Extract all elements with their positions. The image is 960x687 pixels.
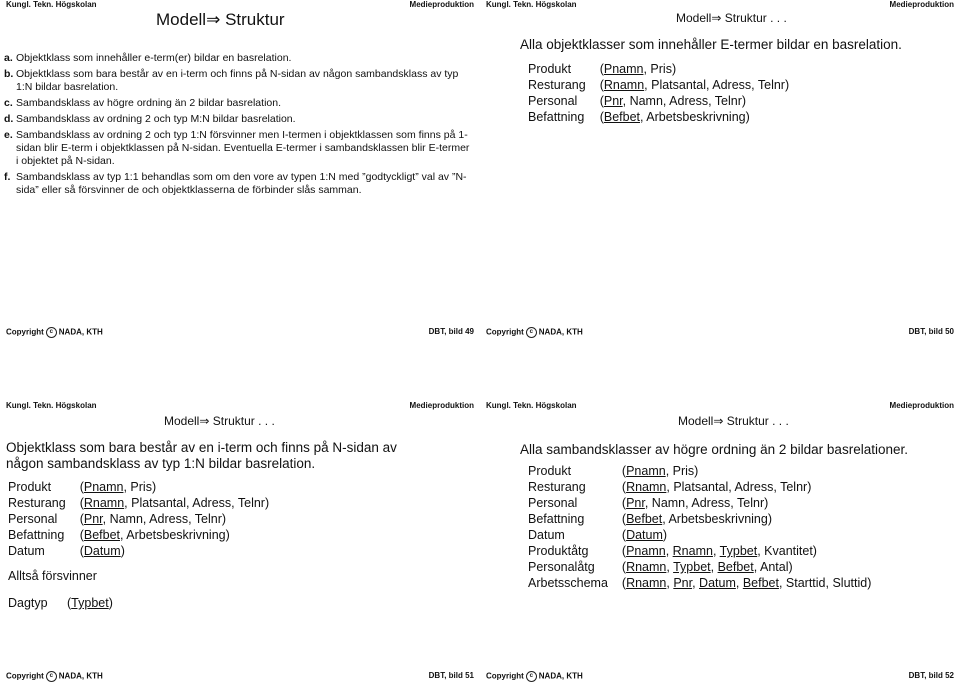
rule-list: [4, 52, 474, 200]
slide-number: DBT, bild 50: [908, 327, 954, 336]
relation-attributes: [622, 480, 871, 496]
relation-name: Personal: [8, 512, 58, 526]
list-item: [4, 52, 474, 65]
attribute-text: , Platsantal, Adress, Telnr): [666, 480, 812, 494]
title-left: Modell: [164, 414, 200, 428]
slide-49: [0, 0, 480, 343]
list-item: [4, 129, 474, 168]
relation-name: Resturang: [8, 496, 66, 510]
primary-key: Datum: [699, 576, 736, 590]
item-text: Objektklass som innehåller e-term(er) bildar en basrelation.: [16, 52, 292, 64]
attribute-text: (: [621, 512, 627, 526]
attribute-text: ,: [735, 576, 743, 590]
title-right: Struktur . . .: [724, 11, 787, 25]
relation-row: [528, 94, 789, 110]
primary-key: Befbet: [742, 576, 779, 590]
slide-footer: [6, 327, 474, 339]
copyright-icon: c: [526, 327, 537, 338]
primary-key: Datum: [83, 544, 121, 558]
header-institution: Kungl. Tekn. Högskolan: [6, 401, 97, 410]
primary-key: Datum: [626, 528, 663, 542]
list-item: [4, 97, 474, 110]
relation-row: [528, 464, 871, 480]
slide-title: [164, 414, 275, 428]
primary-key: Typbet: [71, 596, 109, 610]
relation-row: [8, 496, 269, 512]
relation-name: Personal: [528, 496, 578, 510]
relation-name: Produkt: [8, 480, 52, 494]
attribute-text: (: [621, 464, 627, 478]
attribute-text: ,: [666, 560, 674, 574]
relation-row: [528, 496, 871, 512]
relation-row: [528, 480, 871, 496]
footer-copyright: [486, 327, 583, 338]
list-item: [4, 171, 474, 197]
primary-key: Befbet: [626, 512, 663, 526]
slide-number: DBT, bild 52: [908, 671, 954, 680]
item-text: Objektklass som bara består av en i-term och finns på N-sidan av någon sambandsklass av typ 1:N bildar basrelation.: [16, 68, 459, 93]
slide-number: DBT, bild 51: [428, 671, 474, 680]
attribute-text: ): [662, 528, 668, 542]
item-text: Sambandsklass av högre ordning än 2 bildar basrelation.: [16, 97, 281, 109]
header-institution: Kungl. Tekn. Högskolan: [6, 0, 97, 9]
item-letter: c.: [4, 97, 13, 109]
copyright-icon: c: [526, 671, 537, 682]
relation-name: Datum: [528, 528, 565, 542]
attribute-text: (: [621, 528, 627, 542]
header-course: Medieproduktion: [409, 401, 474, 410]
relation-name: Datum: [8, 544, 45, 558]
primary-key: Pnr: [83, 512, 103, 526]
relation-row: [8, 480, 269, 496]
relation-attributes: (Rnamn, Platsantal, Adress, Telnr): [599, 78, 790, 92]
slide-footer: [486, 327, 954, 339]
primary-key: Typbet: [719, 544, 758, 558]
attribute-text: ,: [712, 544, 720, 558]
primary-key: Rnamn: [626, 560, 667, 574]
primary-key: Pnr: [673, 576, 693, 590]
primary-key: Pnamn: [626, 544, 666, 558]
relation-table: [8, 480, 269, 560]
relation-attributes: (Befbet, Arbetsbeskrivning): [79, 528, 230, 542]
attribute-text: ,: [710, 560, 718, 574]
primary-key: Rnamn: [83, 496, 125, 510]
header-course: Medieproduktion: [409, 0, 474, 9]
relation-row: [528, 528, 871, 544]
item-text: Sambandsklass av ordning 2 och typ M:N bildar basrelation.: [16, 113, 296, 125]
relation-attributes: (Pnr, Namn, Adress, Telnr): [599, 94, 747, 108]
primary-key: Pnamn: [603, 62, 644, 76]
primary-key: Pnamn: [626, 464, 666, 478]
list-item: [4, 113, 474, 126]
copyright-holder: NADA, KTH: [538, 671, 583, 681]
implies-arrow-icon: ⇒: [199, 414, 210, 428]
header-course: Medieproduktion: [889, 0, 954, 9]
attribute-text: (: [621, 560, 627, 574]
relation-attributes: (Pnamn, Pris): [79, 480, 157, 494]
attribute-text: ,: [665, 544, 673, 558]
relation-attributes: [622, 528, 871, 544]
copyright-word: Copyright: [486, 671, 524, 681]
relation-row: [8, 544, 269, 560]
primary-key: Befbet: [603, 110, 640, 124]
copyright-icon: c: [46, 671, 57, 682]
relation-attributes: [622, 496, 871, 512]
slide-title: [676, 11, 787, 25]
relation-attributes: (Pnr, Namn, Adress, Telnr): [79, 512, 227, 526]
relation-name: Befattning: [8, 528, 65, 542]
slide-heading: Alla sambandsklasser av högre ordning än 2 bildar basrelationer.: [520, 442, 908, 457]
relation-row: [528, 62, 789, 78]
slide-header: [486, 401, 954, 413]
title-left: Modell: [676, 11, 712, 25]
slide-number: DBT, bild 49: [428, 327, 474, 336]
relation-attributes: (Pnamn, Pris): [599, 62, 677, 76]
relation-row: [528, 544, 871, 560]
title-left: Modell: [156, 10, 207, 29]
header-course: Medieproduktion: [889, 401, 954, 410]
item-letter: d.: [4, 113, 14, 125]
attribute-text: ,: [692, 576, 700, 590]
relation-name: Resturang: [528, 480, 586, 494]
relation-row: [528, 576, 871, 592]
relation-name: Befattning: [528, 110, 585, 124]
primary-key: Pnr: [603, 94, 623, 108]
footer-copyright: [6, 671, 103, 682]
relation-attributes: [622, 464, 871, 480]
copyright-holder: NADA, KTH: [58, 327, 103, 337]
footer-copyright: [486, 671, 583, 682]
relation-row: [8, 512, 269, 528]
relation-attributes: [622, 512, 871, 528]
attribute-text: , Antal): [753, 560, 793, 574]
attribute-text: , Kvantitet): [757, 544, 817, 558]
title-right: Struktur . . .: [212, 414, 275, 428]
item-letter: e.: [4, 129, 13, 141]
item-text: Sambandsklass av ordning 2 och typ 1:N försvinner men I-termen i objektklassen som finns på 1-sidan blir E-term i objektklassen på N-sidan. Eventuella E-termer i sambandsklassen blir E-termer i objektet på N-sidan.: [16, 129, 470, 167]
relation-name: Resturang: [528, 78, 586, 92]
primary-key: Rnamn: [672, 544, 713, 558]
primary-key: Pnr: [626, 496, 645, 510]
relation-attributes: (Datum): [79, 544, 125, 558]
copyright-holder: NADA, KTH: [58, 671, 103, 681]
copyright-word: Copyright: [6, 671, 44, 681]
header-institution: Kungl. Tekn. Högskolan: [486, 0, 577, 9]
primary-key: Pnamn: [83, 480, 124, 494]
title-right: Struktur: [225, 10, 285, 29]
primary-key: Rnamn: [626, 576, 667, 590]
attribute-text: , Starttid, Sluttid): [778, 576, 872, 590]
relation-name: Personal: [528, 94, 578, 108]
primary-key: Befbet: [717, 560, 754, 574]
attribute-text: , Pris): [665, 464, 699, 478]
relation-attributes: (Rnamn, Platsantal, Adress, Telnr): [79, 496, 270, 510]
relation-row: [528, 512, 871, 528]
relation-name: Dagtyp: [8, 596, 48, 610]
slide-50: [480, 0, 960, 343]
relation-name: Arbetsschema: [528, 576, 608, 590]
slide-title: [156, 10, 285, 30]
attribute-text: ,: [666, 576, 674, 590]
attribute-text: (: [621, 576, 627, 590]
slide-footer: [486, 671, 954, 683]
slide-52: [480, 344, 960, 687]
attribute-text: , Arbetsbeskrivning): [662, 512, 772, 526]
list-item: [4, 68, 474, 94]
relation-row: [8, 528, 269, 544]
header-institution: Kungl. Tekn. Högskolan: [486, 401, 577, 410]
title-left: Modell: [678, 414, 714, 428]
footer-copyright: [6, 327, 103, 338]
relation-table: [528, 464, 871, 592]
relation-row: [528, 110, 789, 126]
primary-key: Rnamn: [626, 480, 667, 494]
item-text: Sambandsklass av typ 1:1 behandlas som om den vore av typen 1:N med ”godtyckligt” val av ”N-sida” eller så försvinner de och objektklasserna de förbinder slås samman.: [16, 171, 467, 196]
slide-footer: [6, 671, 474, 683]
primary-key: Rnamn: [603, 78, 645, 92]
relation-name: Befattning: [528, 512, 585, 526]
title-right: Struktur . . .: [726, 414, 789, 428]
primary-key: Befbet: [83, 528, 120, 542]
attribute-text: (: [621, 544, 627, 558]
slide-heading: Objektklass som bara består av en i-term och finns på N-sidan av någon sambandsklass av typ 1:N bildar basrelation.: [6, 440, 397, 471]
relation-name: Produktåtg: [528, 544, 589, 558]
attribute-text: (: [621, 496, 627, 510]
implies-arrow-icon: ⇒: [713, 414, 724, 428]
relation-name: Produkt: [528, 62, 572, 76]
relation-row: [528, 560, 871, 576]
copyright-holder: NADA, KTH: [538, 327, 583, 337]
relation-attributes: [622, 560, 871, 576]
relation-table: [528, 62, 789, 126]
item-letter: f.: [4, 171, 11, 183]
removed-relation: Dagtyp (Typbet): [8, 596, 113, 610]
item-letter: a.: [4, 52, 13, 64]
relation-row: [528, 78, 789, 94]
slide-heading: Alla objektklasser som innehåller E-termer bildar en basrelation.: [520, 37, 902, 52]
implies-arrow-icon: ⇒: [711, 11, 722, 25]
copyright-word: Copyright: [486, 327, 524, 337]
copyright-icon: c: [46, 327, 57, 338]
copyright-word: Copyright: [6, 327, 44, 337]
relation-attributes: (Befbet, Arbetsbeskrivning): [599, 110, 750, 124]
primary-key: Typbet: [673, 560, 711, 574]
relation-attributes: [622, 544, 871, 560]
item-letter: b.: [4, 68, 14, 80]
attribute-text: (: [621, 480, 627, 494]
relation-name: Produkt: [528, 464, 572, 478]
relation-attributes: [622, 576, 871, 592]
relation-name: Personalåtg: [528, 560, 595, 574]
slide-header: [6, 401, 474, 413]
attribute-text: , Namn, Adress, Telnr): [644, 496, 769, 510]
slide-51: [0, 344, 480, 687]
implies-arrow-icon: ⇒: [206, 10, 221, 30]
slide-title: [678, 414, 789, 428]
conclusion-text: Alltså försvinner: [8, 569, 97, 583]
